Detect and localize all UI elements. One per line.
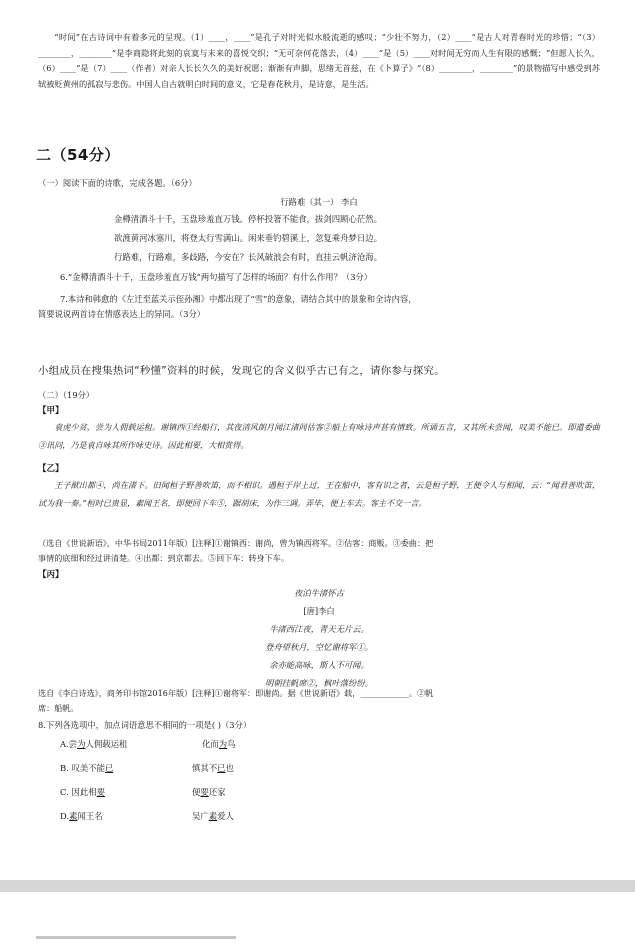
jia-passage: [38, 418, 600, 454]
part2-heading: （二）（19分）: [38, 390, 95, 400]
option-left-text: 尝: [68, 739, 78, 749]
part1-heading: （一）阅读下面的诗歌，完成各题。（6分）: [38, 178, 197, 188]
option-left-text: 人佣载运租: [85, 739, 128, 749]
next-page-partial-line: [36, 936, 236, 949]
section-title: 二（54分）: [36, 146, 120, 164]
option-a[interactable]: [60, 738, 127, 750]
option-letter: C.: [60, 787, 69, 797]
option-d[interactable]: [60, 810, 103, 822]
note-line-1: （选自《世说新语》，中华书局2011年版）[注释]①谢镇西：谢尚，曾为镇西将军。②估客：商贩。③委曲：把: [38, 538, 434, 548]
note-line-2: 事情的底细和经过讲清楚。④出都：到京都去。⑤回下车：转身下车。: [38, 553, 289, 563]
option-right-text: 吴广: [192, 811, 209, 821]
option-b-compare: [192, 762, 234, 774]
option-right-text: 慎其不: [192, 763, 218, 773]
poem-line-3: 行路难，行路难，多歧路，今安在？长风破浪会有时，直挂云帆济沧海。: [114, 252, 382, 262]
option-letter: A.: [60, 739, 69, 749]
bing-note-line-2: 席：船帆。: [38, 703, 79, 713]
option-d-compare: [192, 810, 234, 822]
option-right-marked: 已: [217, 763, 226, 773]
question-7-line-1: 7.本诗和韩愈的《左迁至蓝关示侄孙湘》中都出现了“雪”的意象，请结合其中的景象和全诗内容，: [60, 294, 417, 304]
intro-text: 小组成员在搜集热词“秒懂”资料的时候，发现它的含义似乎古已有之，请你参与探究。: [38, 365, 445, 377]
option-c[interactable]: [60, 786, 105, 798]
bing-notes: [38, 686, 600, 716]
jia-yi-notes: [38, 536, 600, 566]
poem-line-1: 金樽清酒斗十千，玉盘珍羞直万钱。停杯投箸不能食，拔剑四顾心茫然。: [114, 214, 382, 224]
bing-line-1: 牛渚西江夜，青天无片云。: [269, 624, 369, 634]
option-left-text: 因此相: [71, 787, 97, 797]
jia-label: 【甲】: [38, 406, 64, 416]
bing-line-3: 余亦能高咏，斯人不可闻。: [269, 660, 369, 670]
option-left-text: 叹美不能: [71, 763, 105, 773]
page-separator: [0, 880, 635, 892]
yi-text: 王子猷出都④，尚在渚下。旧闻桓子野善吹笛，而不相识。遇桓于岸上过，王在船中，客有识之者，云是桓子野，王便令人与相闻，云：“闻君善吹笛，试为我一奏。”桓时已贵显，素闻王名，即便回下车⑤，踞胡床，为作三调。弄毕，便上车去。客主不交一言。: [38, 480, 600, 508]
fill-in-paragraph: [38, 30, 600, 92]
option-letter: B.: [60, 763, 69, 773]
fill-in-text: “时间”在古诗词中有着多元的呈现。（1）____，____”是孔子对时光似水般流逝的感叹；“少壮不努力，（2）____”是古人对青春时光的珍惜；“（3）________，________”是李商隐将此刻的哀寞与未来的喜悦交织；“无可奈何花落去，（4）____”是（5）____对时间无穷而人生有限的感慨；“但愿人长久，（6）____”是（7）____（作者）对亲人长长久久的美好祝愿；渐渐有声脚，思绪无首兹，在《卜算子》“（8）________，________”的景物描写中感受到苏轼被贬黄州的孤寂与悲伤。中国人自古就明白时间的意义，它是春花秋月，是诗意，是生活。: [38, 32, 600, 89]
question-7-line-2: 简要说说两首诗在情感表达上的异同。（3分）: [38, 309, 206, 319]
option-right-text: 化而: [202, 739, 219, 749]
bing-line-4: 明朝挂帆席②，枫叶落纷纷。: [265, 678, 373, 688]
bing-title: 夜泊牛渚怀古: [294, 588, 344, 598]
option-right-text: 便: [192, 787, 201, 797]
bing-note-line-1: 选自《李白诗选》，商务印书馆2016年版）[注释]①谢将军：即谢尚。据《世说新语》载，____________。②帆: [38, 688, 434, 698]
yi-passage: [38, 476, 600, 512]
bing-line-2: 登舟望秋月，空忆谢将军①。: [265, 642, 373, 652]
bing-label: 【丙】: [38, 570, 64, 580]
option-right-text: 也: [225, 763, 234, 773]
option-left-marked: 素: [69, 811, 78, 821]
question-6: 6.“金樽清酒斗十千，玉盘珍羞直万钱”两句描写了怎样的场面？有什么作用？（3分）: [60, 272, 373, 282]
next-page[interactable]: [0, 892, 635, 944]
option-left-text: 闻王名: [77, 811, 103, 821]
option-right-text: 鸟: [227, 739, 236, 749]
option-letter: D.: [60, 811, 70, 821]
option-right-marked: 为: [218, 739, 228, 749]
option-left-marked: 要: [96, 787, 105, 797]
bing-author: [唐]李白: [303, 606, 335, 616]
poem-title: 行路难（其一） 李白: [280, 197, 358, 207]
option-right-marked: 素: [208, 811, 218, 821]
jia-text: 袁虎少贫，尝为人佣载运租。谢镇西①经船行，其夜清风朗月闻江渚间估客②船上有咏诗声甚有情致。所诵五言，又其所未尝闻，叹美不能已。即遣委曲③讯问，乃是袁自咏其所作咏史诗。因此相要，大相赏得。: [38, 422, 600, 450]
option-a-compare: [202, 738, 236, 750]
option-left-marked: 为: [77, 739, 86, 749]
poem-line-2: 欲渡黄河冰塞川，将登太行雪满山。闲来垂钓碧溪上，忽复乘舟梦日边。: [114, 233, 382, 243]
yi-label: 【乙】: [38, 464, 64, 474]
option-b[interactable]: [60, 762, 113, 774]
question-8: 8.下列各选项中，加点词语意思不相同的一项是( )（3分）: [38, 720, 252, 730]
option-left-marked: 已: [105, 763, 114, 773]
option-right-text: 爱人: [217, 811, 234, 821]
option-c-compare: [192, 786, 226, 798]
option-right-text: 还家: [208, 787, 226, 797]
option-right-marked: 要: [200, 787, 209, 797]
